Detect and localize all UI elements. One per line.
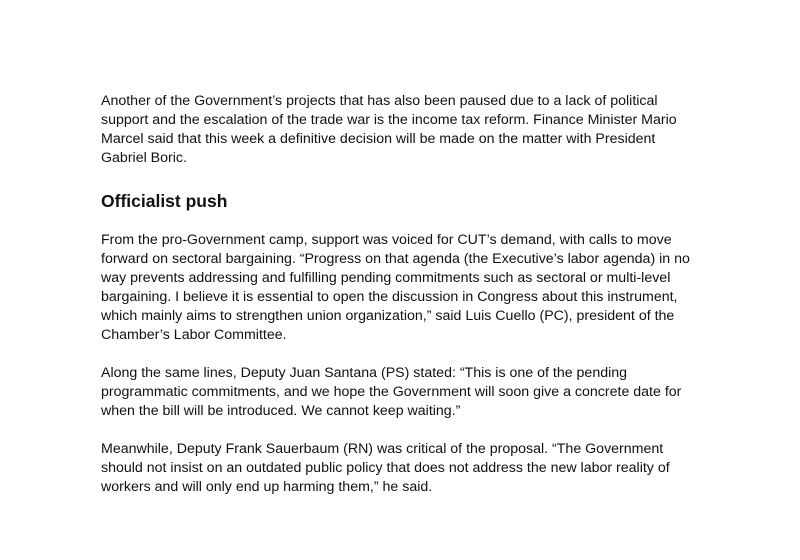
paragraph-cuello: From the pro-Government camp, support was voiced for CUT’s demand, with calls to move forward on sectoral bargaining. “Progress on that agenda (the Executive’s labor agenda) in no way prevents addressing and fulfilling pending commitments such as sectoral or multi-level bargaining. I believe it is essential to open the discussion in Congress about this instrument, which mainly aims to strengthen union organization,” said Luis Cuello (PC), president of the Chamber’s Labor Committee. [101, 232, 690, 343]
section-heading: Officialist push [101, 191, 228, 211]
paragraph-sauerbaum: Meanwhile, Deputy Frank Sauerbaum (RN) was critical of the proposal. “The Government should not insist on an outdated public policy that does not address the new labor reality of workers and will only end up harming them,” he said. [101, 441, 670, 495]
intro-paragraph: Another of the Government’s projects that has also been paused due to a lack of political support and the escalation of the trade war is the income tax reform. Finance Minister Mario Marcel said that this week a definitive decision will be made on the matter with President Gabriel Boric. [101, 93, 677, 166]
paragraph-santana: Along the same lines, Deputy Juan Santana (PS) stated: “This is one of the pending programmatic commitments, and we hope the Government will soon give a concrete date for when the bill will be introduced. We cannot keep waiting.” [101, 365, 682, 419]
document-body [101, 92, 701, 497]
